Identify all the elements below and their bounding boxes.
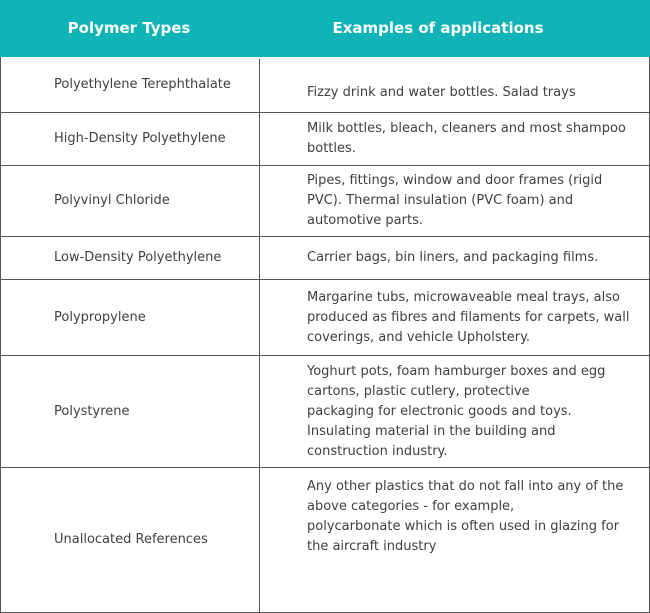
- polymer-type-cell: High-Density Polyethylene: [54, 131, 226, 146]
- table-row: [1, 113, 649, 166]
- application-cell: Margarine tubs, microwaveable meal trays, also produced as fibres and filaments for carpets, wall coverings, and vehicle Upholstery.: [307, 289, 630, 345]
- application-cell: Fizzy drink and water bottles. Salad trays: [307, 84, 576, 100]
- table-body: [0, 57, 650, 613]
- polymer-type-cell: Unallocated References: [54, 532, 208, 547]
- application-cell: Pipes, fittings, window and door frames (rigid PVC). Thermal insulation (PVC foam) and automotive parts.: [307, 173, 603, 228]
- table-row: [1, 468, 649, 612]
- table-row: [1, 57, 649, 113]
- application-cell: Milk bottles, bleach, cleaners and most shampoo bottles.: [307, 121, 626, 156]
- application-cell: Carrier bags, bin liners, and packaging films.: [307, 250, 599, 265]
- table-row: [1, 280, 649, 356]
- table-row: [1, 356, 649, 468]
- table-row: [1, 237, 649, 280]
- polymer-type-cell: Polyvinyl Chloride: [54, 193, 170, 208]
- table-row: [1, 166, 649, 237]
- header-examples-of-applications: Examples of applications: [332, 19, 544, 37]
- table-header: [0, 0, 650, 57]
- application-cell: Yoghurt pots, foam hamburger boxes and egg cartons, plastic cutlery, protective packaging for electronic goods and toys. Insulating material in the building and construction industry.: [307, 363, 606, 459]
- polymer-type-cell: Low-Density Polyethylene: [54, 250, 222, 265]
- polymer-type-cell: Polypropylene: [54, 309, 146, 325]
- application-cell: Any other plastics that do not fall into any of the above categories - for example, polycarbonate which is often used in glazing for the aircraft industry: [307, 479, 624, 554]
- polymer-type-cell: Polyethylene Terephthalate: [54, 76, 231, 92]
- header-polymer-types: Polymer Types: [67, 19, 191, 37]
- polymer-type-cell: Polystyrene: [54, 403, 130, 419]
